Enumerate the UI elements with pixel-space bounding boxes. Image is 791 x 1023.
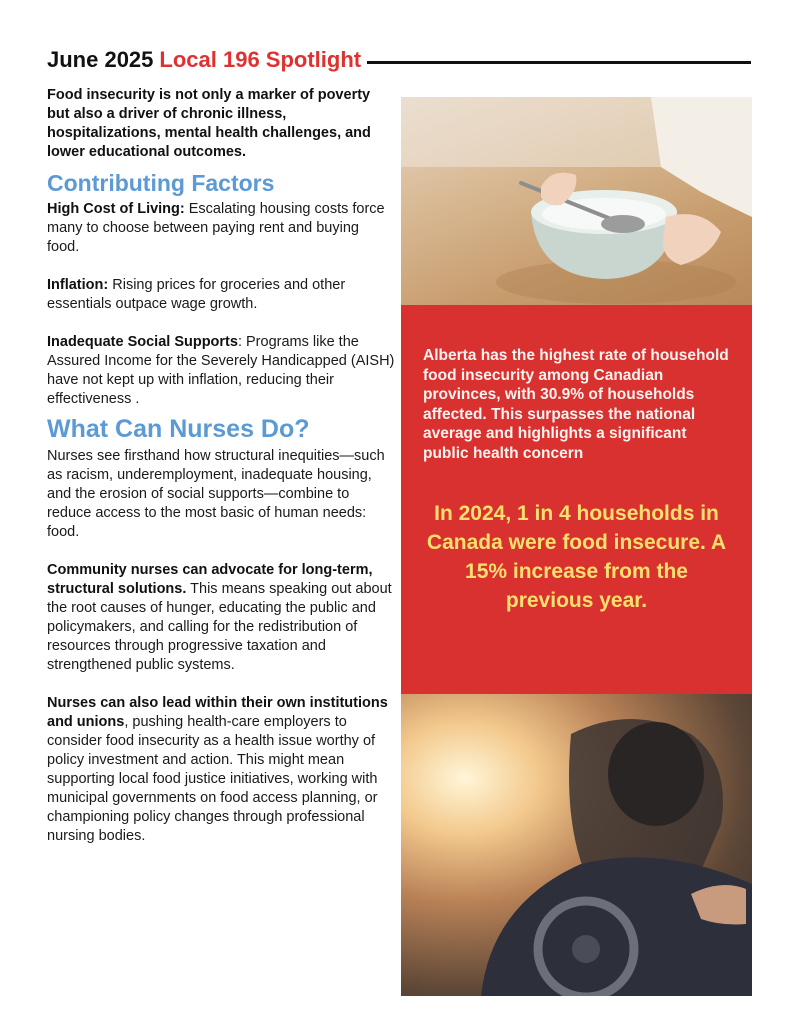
paragraph-text: , pushing health-care employers to consider food insecurity as a health issue worthy of policy investment and action. This might mean supporting local food justice initiatives, working with municipal governments on food access planning, or championing policy changes through professional nursing bodies. <box>47 714 378 844</box>
sidebar <box>401 97 752 996</box>
nurses-paragraph-3 <box>47 694 395 846</box>
factor-label: High Cost of Living: <box>47 201 185 217</box>
spotlight-title: Local 196 Spotlight <box>159 47 362 72</box>
factor-social-supports <box>47 333 395 409</box>
contributing-factors-heading: Contributing Factors <box>47 170 275 196</box>
factor-inflation <box>47 276 395 314</box>
paragraph-lead: Community nurses can advocate for long-term, structural solutions. <box>47 562 373 597</box>
person-wheelchair-photo <box>401 694 752 996</box>
factor-cost-of-living <box>47 200 395 257</box>
empty-bowl-photo <box>401 97 752 305</box>
main-column <box>47 86 395 846</box>
alberta-statistic: Alberta has the highest rate of household food insecurity among Canadian provinces, with 30.9% of households affected. This surpasses the national average and highlights a significant public health concern <box>423 347 729 462</box>
factor-text: : Programs like the Assured Income for the Severely Handicapped (AISH) have not kept up with inflation, reducing their effectiveness . <box>47 334 395 407</box>
factor-text: Rising prices for groceries and other essentials outpace wage growth. <box>47 277 346 312</box>
paragraph-lead: Nurses can also lead within their own institutions and unions <box>47 695 388 730</box>
page-header <box>47 43 751 77</box>
bowl-illustration <box>401 97 752 305</box>
statistics-box <box>401 305 752 694</box>
issue-date: June 2025 <box>47 47 154 72</box>
nurses-heading: What Can Nurses Do? <box>47 415 310 443</box>
nurses-paragraph-1: Nurses see firsthand how structural inequities—such as racism, underemployment, inadequate housing, and the erosion of social supports—combine to reduce access to the most basic of human needs: food. <box>47 448 385 540</box>
header-rule <box>367 61 751 64</box>
factor-label: Inadequate Social Supports <box>47 334 238 350</box>
nurses-paragraph-2 <box>47 561 395 675</box>
wheelchair-illustration <box>401 694 752 996</box>
factor-text: Escalating housing costs force many to choose between paying rent and buying food. <box>47 201 385 255</box>
factor-label: Inflation: <box>47 277 109 293</box>
canada-callout: In 2024, 1 in 4 households in Canada were food insecure. A 15% increase from the previous year. <box>426 502 727 612</box>
intro-paragraph: Food insecurity is not only a marker of poverty but also a driver of chronic illness, hospitalizations, mental health challenges, and lower educational outcomes. <box>47 87 371 160</box>
paragraph-text: This means speaking out about the root causes of hunger, educating the public and policymakers, and calling for the redistribution of resources through progressive taxation and strengthened public systems. <box>47 581 392 673</box>
